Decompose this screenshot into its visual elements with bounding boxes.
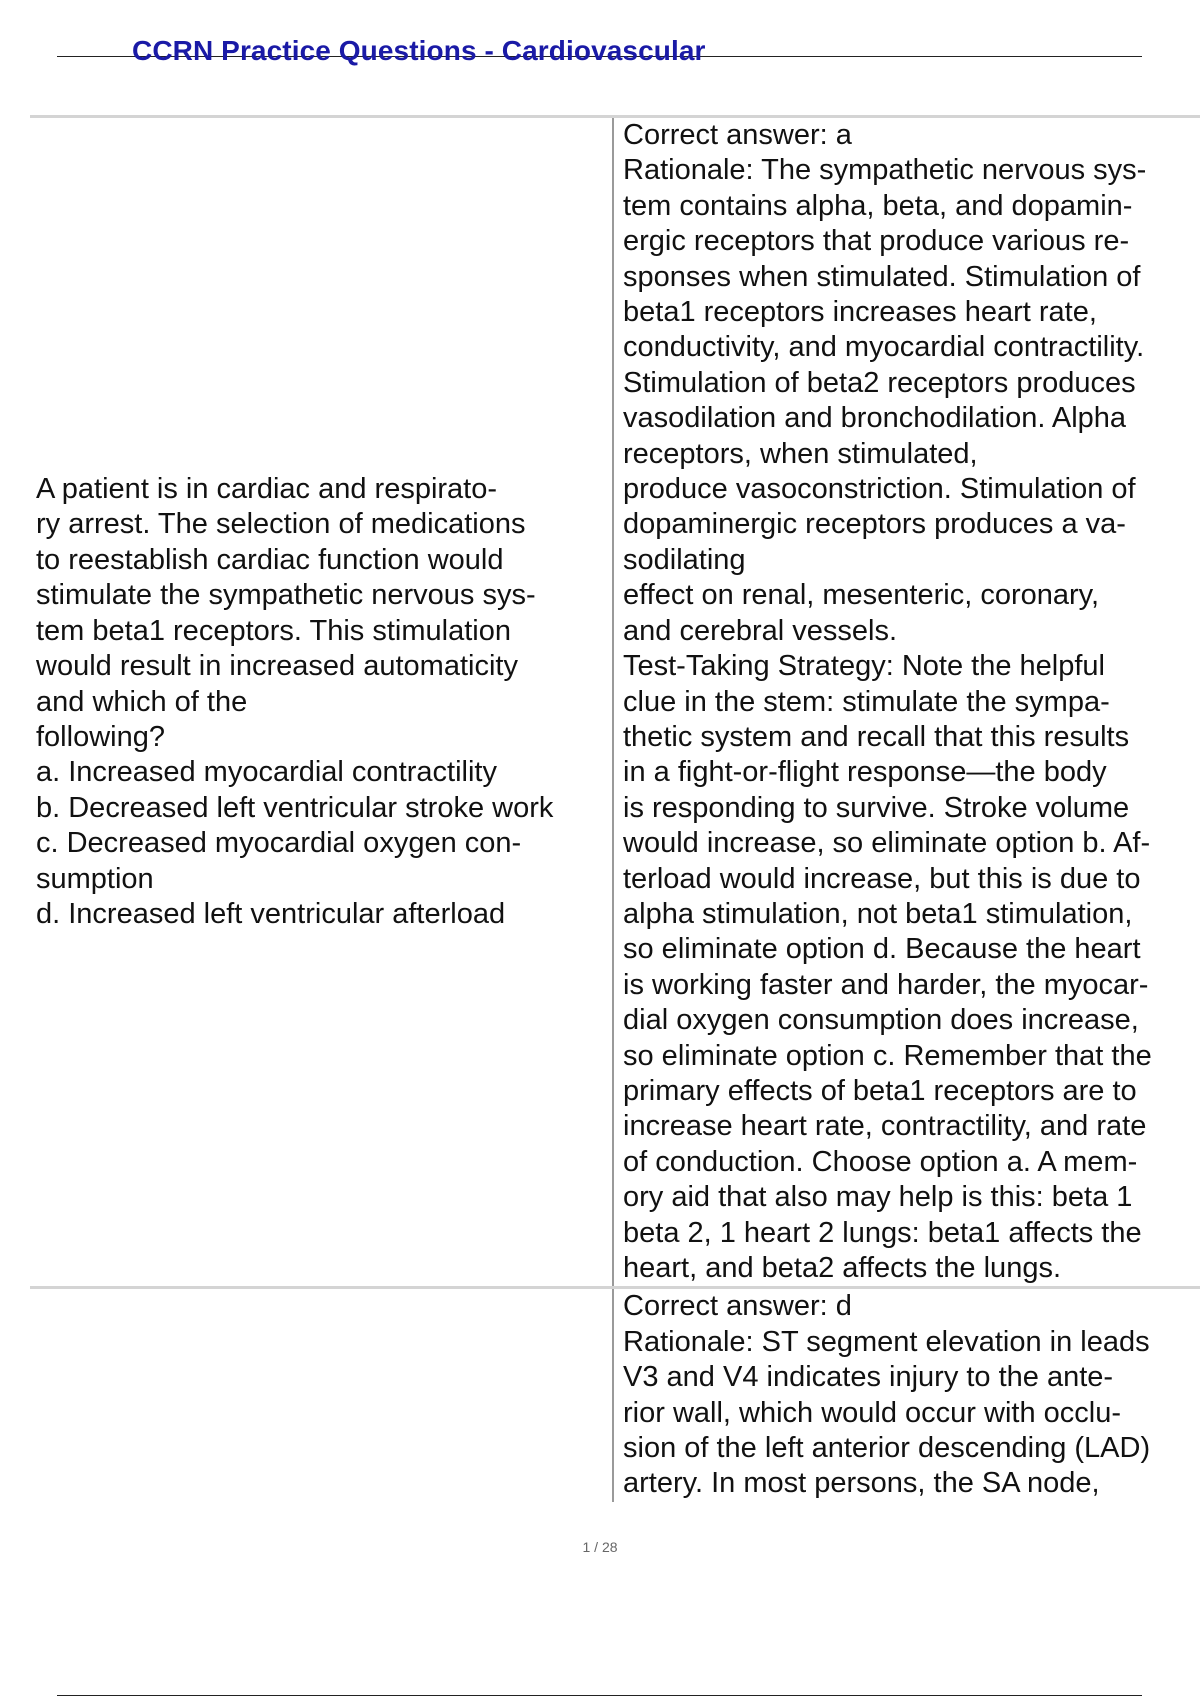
rationale-line: ergic receptors that produce various re- [623, 225, 1130, 258]
rationale-line: dial oxygen consumption does increase, [623, 1004, 1139, 1037]
answer-cell [612, 118, 1200, 1286]
rationale-line: and cerebral vessels. [623, 614, 898, 647]
question-line: b. Decreased left ventricular stroke work [36, 791, 554, 824]
qa-row [30, 1289, 1200, 1501]
question-text [36, 472, 553, 932]
page-title: CCRN Practice Questions - Cardiovascular [132, 35, 706, 66]
question-line: d. Increased left ventricular afterload [36, 897, 506, 930]
rationale-line: sodilating [623, 543, 746, 576]
question-line: sumption [36, 862, 154, 895]
question-line: and which of the [36, 685, 248, 718]
rationale-line: rior wall, which would occur with occlu- [623, 1396, 1121, 1429]
answer-cell [612, 1289, 1200, 1501]
question-line: ry arrest. The selection of medications [36, 508, 526, 541]
rationale-line: Test-Taking Strategy: Note the helpful [623, 650, 1105, 683]
question-line: following? [36, 720, 165, 753]
page-number: 1 / 28 [582, 1539, 618, 1555]
rationale-line: ory aid that also may help is this: beta 1 [623, 1181, 1133, 1214]
rationale-line: conductivity, and myocardial contractility. [623, 331, 1145, 364]
correct-answer-line: Correct answer: d [623, 1290, 852, 1323]
rationale-line: vasodilation and bronchodilation. Alpha [623, 402, 1127, 435]
qa-table [30, 115, 1200, 1502]
question-line: c. Decreased myocardial oxygen con- [36, 827, 522, 860]
rationale-line: beta 2, 1 heart 2 lungs: beta1 affects the [623, 1216, 1142, 1249]
rationale-line: V3 and V4 indicates injury to the ante- [623, 1361, 1114, 1394]
question-cell [30, 1289, 612, 1501]
rationale-line: produce vasoconstriction. Stimulation of [623, 473, 1136, 506]
rationale-line: so eliminate option d. Because the heart [623, 933, 1141, 966]
rationale-line: terload would increase, but this is due to [623, 862, 1141, 895]
rationale-line: receptors, when stimulated, [623, 437, 978, 470]
question-line: to reestablish cardiac function would [36, 543, 504, 576]
rationale-line: sion of the left anterior descending (LAD) [623, 1432, 1151, 1465]
qa-row [30, 118, 1200, 1286]
question-line: A patient is in cardiac and respirato- [36, 473, 498, 506]
rationale-line: of conduction. Choose option a. A mem- [623, 1145, 1138, 1178]
rationale-line: clue in the stem: stimulate the sympa- [623, 685, 1110, 718]
rationale-line: dopaminergic receptors produces a va- [623, 508, 1126, 541]
rationale-line: is working faster and harder, the myocar- [623, 968, 1149, 1001]
question-line: a. Increased myocardial contractility [36, 756, 497, 789]
rationale-line: is responding to survive. Stroke volume [623, 791, 1130, 824]
rationale-line: sponses when stimulated. Stimulation of [623, 260, 1141, 293]
rationale-line: increase heart rate, contractility, and rate [623, 1110, 1147, 1143]
rationale-line: tem contains alpha, beta, and dopamin- [623, 189, 1133, 222]
rationale-line: heart, and beta2 affects the lungs. [623, 1252, 1062, 1284]
question-line: tem beta1 receptors. This stimulation [36, 614, 511, 647]
rationale-line: beta1 receptors increases heart rate, [623, 296, 1097, 329]
rationale-line: Stimulation of beta2 receptors produces [623, 366, 1136, 399]
question-line: stimulate the sympathetic nervous sys- [36, 579, 536, 612]
footer-rule [57, 1695, 1142, 1696]
question-line: would result in increased automaticity [36, 650, 518, 683]
rationale-line: effect on renal, mesenteric, coronary, [623, 579, 1100, 612]
correct-answer-line: Correct answer: a [623, 119, 852, 151]
rationale-line: Rationale: The sympathetic nervous sys- [623, 154, 1147, 187]
rationale-line: alpha stimulation, not beta1 stimulation, [623, 897, 1133, 930]
rationale-line: primary effects of beta1 receptors are to [623, 1074, 1137, 1107]
rationale-line: thetic system and recall that this results [623, 720, 1130, 753]
rationale-line: in a fight-or-flight response—the body [623, 756, 1107, 789]
rationale-line: would increase, so eliminate option b. Af- [623, 827, 1151, 860]
rationale-line: artery. In most persons, the SA node, [623, 1467, 1100, 1500]
rationale-line: Rationale: ST segment elevation in leads [623, 1325, 1150, 1358]
question-cell [30, 118, 612, 1286]
rationale-line: so eliminate option c. Remember that the [623, 1039, 1152, 1072]
